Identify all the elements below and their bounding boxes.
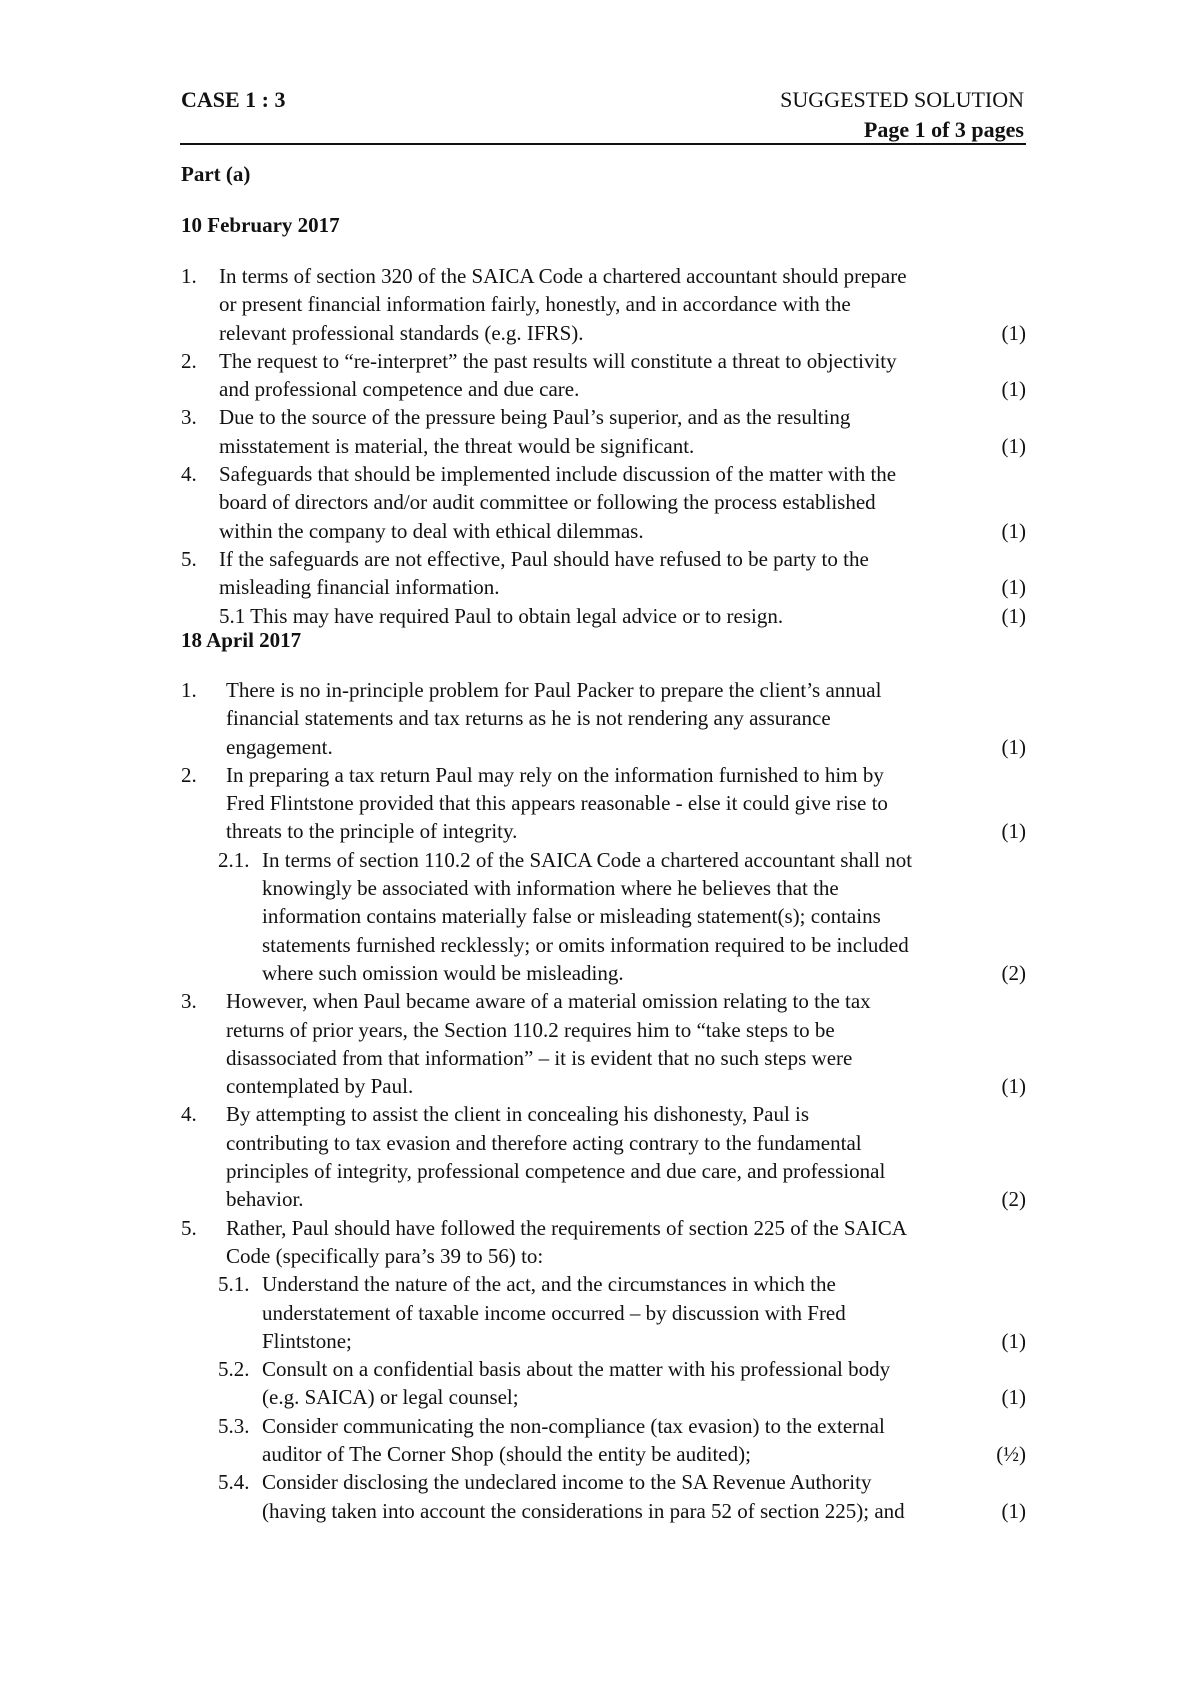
item-body <box>218 1214 1026 1525</box>
item-line <box>219 432 1026 460</box>
item-line: contributing to tax evasion and therefore acting contrary to the fundamental <box>226 1130 862 1155</box>
item-number: 4. <box>181 1102 197 1127</box>
document-title: SUGGESTED SOLUTION <box>780 87 1024 112</box>
part-heading: Part (a) <box>181 162 251 186</box>
item-line: financial statements and tax returns as he is not rendering any assurance <box>226 706 831 731</box>
item-line <box>226 1072 1026 1100</box>
list-item <box>181 403 1026 460</box>
item-text: engagement. <box>226 734 333 759</box>
item-text: relevant professional standards (e.g. IFRS). <box>219 320 584 345</box>
item-text: 5.1 This may have required Paul to obtain legal advice or to resign. <box>219 603 784 628</box>
sub-item-number: 2.1. <box>218 847 250 872</box>
mark-allocation: (1) <box>1001 819 1026 844</box>
sub-item-body <box>262 1355 1026 1412</box>
item-text: where such omission would be misleading. <box>262 960 624 985</box>
item-number: 1. <box>181 264 197 288</box>
item-line: Fred Flintstone provided that this appears reasonable - else it could give rise to <box>226 791 888 816</box>
sub-item-body <box>262 1468 1026 1525</box>
item-line: board of directors and/or audit committee or following the process established <box>219 490 876 515</box>
sub-item-number: 5.3. <box>218 1413 250 1438</box>
item-line: In preparing a tax return Paul may rely on the information furnished to him by <box>226 762 884 787</box>
sub-item <box>218 1270 1026 1355</box>
item-text: behavior. <box>226 1187 304 1212</box>
list-item <box>181 262 1026 347</box>
list-item <box>181 1214 1026 1525</box>
sub-item-line <box>219 602 1026 630</box>
item-text: (having taken into account the considerations in para 52 of section 225); and <box>262 1498 905 1523</box>
item-line <box>219 573 1026 601</box>
item-line: disassociated from that information” – it is evident that no such steps were <box>226 1045 853 1070</box>
item-line: Consult on a confidential basis about the matter with his professional body <box>262 1357 891 1382</box>
section-list-apr <box>181 676 1026 1525</box>
mark-allocation: (1) <box>1001 603 1026 628</box>
item-line: Consider disclosing the undeclared income to the SA Revenue Authority <box>262 1470 872 1495</box>
item-text: misleading financial information. <box>219 575 500 600</box>
item-body <box>226 987 1026 1100</box>
item-line: The request to “re-interpret” the past results will constitute a threat to objectivity <box>219 348 897 373</box>
item-text: contemplated by Paul. <box>226 1074 414 1099</box>
page-indicator: Page 1 of 3 pages <box>863 117 1024 142</box>
item-body <box>219 262 1026 347</box>
item-line: principles of integrity, professional competence and due care, and professional <box>226 1159 886 1184</box>
case-number: CASE 1 : 3 <box>181 87 286 112</box>
item-line: returns of prior years, the Section 110.2 requires him to “take steps to be <box>226 1017 835 1042</box>
item-line: knowingly be associated with information where he believes that the <box>262 876 839 901</box>
mark-allocation: (2) <box>1001 1187 1026 1212</box>
list-item <box>181 676 1026 761</box>
mark-allocation: (½) <box>996 1442 1026 1467</box>
item-number: 2. <box>181 348 197 373</box>
item-text: misstatement is material, the threat would be significant. <box>219 433 695 458</box>
item-line: Code (specifically para’s 39 to 56) to: <box>226 1243 544 1268</box>
item-body <box>219 545 1026 630</box>
item-line: Due to the source of the pressure being Paul’s superior, and as the resulting <box>219 405 851 430</box>
item-line <box>262 1383 1026 1411</box>
item-line <box>226 817 1026 845</box>
mark-allocation: (1) <box>1001 433 1026 458</box>
item-number: 1. <box>181 678 197 702</box>
item-number: 5. <box>181 1215 197 1240</box>
item-number: 3. <box>181 989 197 1014</box>
item-line: However, when Paul became aware of a material omission relating to the tax <box>226 989 871 1014</box>
item-line: If the safeguards are not effective, Paul should have refused to be party to the <box>219 546 869 571</box>
list-item <box>181 1100 1026 1213</box>
mark-allocation: (1) <box>1001 1498 1026 1523</box>
sub-item-body <box>262 846 1026 987</box>
item-body <box>226 676 1026 761</box>
item-line: There is no in-principle problem for Paul Packer to prepare the client’s annual <box>226 678 882 702</box>
item-line <box>219 375 1026 403</box>
sub-item-wrap <box>218 846 1026 987</box>
mark-allocation: (2) <box>1001 960 1026 985</box>
item-number: 5. <box>181 546 197 571</box>
item-line <box>219 319 1026 347</box>
item-line: or present financial information fairly, honestly, and in accordance with the <box>219 292 851 317</box>
item-line <box>262 1440 1026 1468</box>
list-item <box>181 545 1026 630</box>
item-line: information contains materially false or misleading statement(s); contains <box>262 904 881 929</box>
sub-item <box>218 1412 1026 1469</box>
item-text: (e.g. SAICA) or legal counsel; <box>262 1385 519 1410</box>
item-body <box>219 347 1026 404</box>
item-line <box>262 1497 1026 1525</box>
sub-item-body <box>262 1270 1026 1355</box>
item-line: understatement of taxable income occurred – by discussion with Fred <box>262 1300 846 1325</box>
section-heading-feb: 10 February 2017 <box>181 213 340 237</box>
item-body <box>226 1100 1026 1213</box>
item-line: By attempting to assist the client in concealing his dishonesty, Paul is <box>226 1102 810 1127</box>
item-number: 4. <box>181 462 197 487</box>
list-item <box>181 987 1026 1100</box>
item-number: 3. <box>181 405 197 430</box>
item-line: In terms of section 320 of the SAICA Code a chartered accountant should prepare <box>219 264 907 288</box>
list-item <box>181 761 1026 987</box>
header-rule <box>180 143 1026 145</box>
item-line: Safeguards that should be implemented include discussion of the matter with the <box>219 462 897 487</box>
sub-item-body <box>262 1412 1026 1469</box>
mark-allocation: (1) <box>1001 734 1026 759</box>
item-line: Rather, Paul should have followed the requirements of section 225 of the SAICA <box>226 1215 907 1240</box>
item-text: within the company to deal with ethical dilemmas. <box>219 518 644 543</box>
item-number: 2. <box>181 762 197 787</box>
mark-allocation: (1) <box>1001 518 1026 543</box>
item-line <box>219 517 1026 545</box>
item-line: Consider communicating the non-compliance (tax evasion) to the external <box>262 1413 885 1438</box>
item-line: In terms of section 110.2 of the SAICA Code a chartered accountant shall not <box>262 847 913 872</box>
item-body <box>219 403 1026 460</box>
sub-item <box>218 846 1026 987</box>
mark-allocation: (1) <box>1001 575 1026 600</box>
item-line <box>226 1185 1026 1213</box>
sub-item-number: 5.1. <box>218 1272 250 1297</box>
item-line: statements furnished recklessly; or omits information required to be included <box>262 932 909 957</box>
sub-item <box>218 1355 1026 1412</box>
mark-allocation: (1) <box>1001 1385 1026 1410</box>
mark-allocation: (1) <box>1001 1074 1026 1099</box>
mark-allocation: (1) <box>1001 320 1026 345</box>
list-item <box>181 460 1026 545</box>
item-line <box>262 1327 1026 1355</box>
sub-item <box>218 1468 1026 1525</box>
item-body <box>218 761 1026 987</box>
item-text: auditor of The Corner Shop (should the entity be audited); <box>262 1442 751 1467</box>
mark-allocation: (1) <box>1001 377 1026 402</box>
item-body <box>219 460 1026 545</box>
item-line: Understand the nature of the act, and the circumstances in which the <box>262 1272 836 1297</box>
section-list-feb <box>181 262 1026 630</box>
item-line <box>226 733 1026 761</box>
item-line <box>262 959 1026 987</box>
list-item <box>181 347 1026 404</box>
sub-item-number: 5.4. <box>218 1470 250 1495</box>
item-text: and professional competence and due care. <box>219 377 580 402</box>
item-text: Flintstone; <box>262 1328 352 1353</box>
sub-item-wrap <box>218 1270 1026 1525</box>
section-heading-apr: 18 April 2017 <box>181 628 302 652</box>
sub-item-number: 5.2. <box>218 1357 250 1382</box>
item-text: threats to the principle of integrity. <box>226 819 518 844</box>
mark-allocation: (1) <box>1001 1328 1026 1353</box>
